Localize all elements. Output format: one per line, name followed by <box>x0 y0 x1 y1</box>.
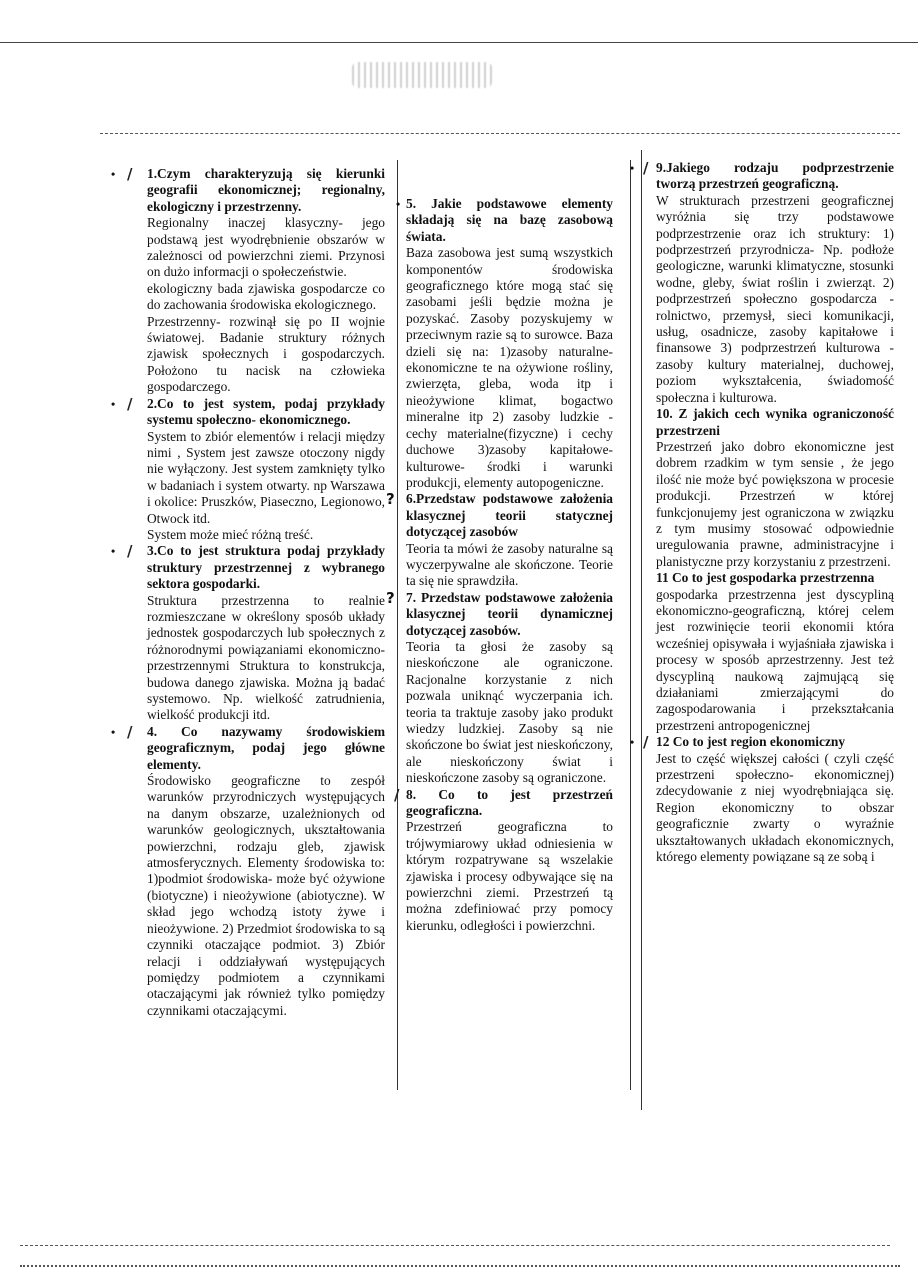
section-11 <box>656 570 894 734</box>
question-heading: ? 7. Przedstaw podstawowe założenia klasycznej teorii dynamicznej dotyczącej zasobów. <box>386 589 613 638</box>
check-mark-icon: / <box>643 160 649 177</box>
section-2 <box>111 395 385 544</box>
bullet-icon: • <box>111 724 116 739</box>
top-dashed-line <box>100 133 900 134</box>
column-1 <box>111 166 385 1019</box>
question-heading: • 5. Jakie podstawowe elementy składają się na bazę zasobową świata. <box>396 196 613 244</box>
section-3 <box>111 543 385 723</box>
section-6 <box>386 491 613 589</box>
bottom-dashed-line <box>20 1245 890 1246</box>
section-12 <box>630 734 894 865</box>
bottom-scan-line <box>20 1265 900 1267</box>
question-heading: • / 12 Co to jest region ekonomiczny <box>630 734 846 751</box>
section-10 <box>656 406 894 570</box>
answer-paragraph: Przestrzeń jako dobro ekonomiczne jest dobrem rzadkim w tym sensie , że jego ilość nie może być powiększona w procesie produkcji. Przestrzeń w której funkcjonujemy jest ograniczona w związku z tym musimy stosować odpowiednie uregulowania prawne, administracyjne i planistyczne przy korzystaniu z przestrzeni. <box>656 438 894 569</box>
answer-paragraph: Teoria ta mówi że zasoby naturalne są wyczerpywalne ale skończone. Teorie ta się nie sprawdziła. <box>406 540 613 589</box>
question-heading: 10. Z jakich cech wynika ograniczoność przestrzeni <box>656 406 894 438</box>
section-5 <box>396 196 613 491</box>
answer-paragraph: Baza zasobowa jest sumą wszystkich komponentów środowiska geograficznego które mogą stać się zasobami jeśli będzie można je pozyskać. Zasoby pozyskujemy w przeciwnym razie są to surowce. Baza dzieli się na: 1)zasoby naturalne- ekonomiczne te na ożywione rośliny, zwierzęta, gleba, woda itp i nieożywione klimat, bogactwo mineralne itp 2) zasoby ludzkie - cechy materialne(fizyczne) i cechy duchowe 3)zasoby kapitałowe-kulturowe- środki i warunki produkcji, elementy autopogeniczne. <box>406 245 613 490</box>
section-7 <box>386 589 613 787</box>
bullet-icon: • <box>111 396 116 411</box>
answer-paragraph: gospodarka przestrzenna jest dyscypliną ekonomiczno-geograficzną, której celem jest rozwinięcie teorii ekonomii która wcześniej opisywała i wyjaśniała zjawiska i procesy w sposób aprzestrzenny. Jest też dyscypliną naukową zajmującą się działaniami zmierzającymi do zagospodarowania i przekształcania przestrzeni antropogenicznej <box>656 586 894 733</box>
check-mark-icon: / <box>127 723 133 741</box>
bullet-icon: • <box>111 544 116 559</box>
question-heading: • / 9.Jakiego rodzaju podprzestrzenie tworzą przestrzeń geograficzną. <box>630 160 894 192</box>
answer-paragraph: System może mieć różną treść. <box>147 526 314 542</box>
column-divider-middle <box>630 160 631 1090</box>
question-mark-icon: ? <box>386 491 395 508</box>
answer-paragraph: Teoria ta głosi że zasoby są nieskończone ale ograniczone. Racjonalne korzystanie z nich pozwala uniknąć wyczerpania ich. teoria ta traktuje zasoby jako produkt wiedzy ludzkiej. Zasoby są nie skończone bo świat jest nieskończony, ale nieskończony świat i nieskończone zasoby są ograniczone. <box>406 638 613 786</box>
question-heading: / 8. Co to jest przestrzeń geograficzna. <box>394 786 613 819</box>
illegible-stamp <box>352 62 492 88</box>
column-divider-left <box>397 160 398 1090</box>
check-mark-icon: / <box>127 543 133 560</box>
question-heading: • / 2.Co to jest system, podaj przykłady systemu społeczno- ekonomicznego. <box>111 395 385 428</box>
section-4 <box>111 723 385 1019</box>
answer-paragraph: Regionalny inaczej klasyczny- jego podstawą jest wyodrębnienie obszarów w zależnosci od powierzchni ziemi. Przynosi on dużo informacji o społeczeństwie. <box>147 215 385 280</box>
answer-paragraph: ekologiczny bada zjawiska gospodarcze co do zachowania środowiska ekologicznego. <box>147 280 385 313</box>
column-2 <box>386 196 613 934</box>
column-divider-right <box>641 150 642 1110</box>
question-heading: • / 1.Czym charakteryzują się kierunki geografii ekonomicznej; regionalny, ekologiczny i przestrzenny. <box>111 166 385 214</box>
answer-paragraph: Środowisko geograficzne to zespół warunków przyrodniczych występujących na danym obszarze, uzależnionych od warunków geologicznych, ukształtowania powierzchni, rodzaju gleb, zjawisk atmosferycznych. Elementy środowiska to: 1)podmiot środowiska- może być ożywione (biotyczne) i nieożywione (abiotyczne). W skład jego wchodzą istoty żywe i nieożywione. 2) Przedmiot środowiska to są czynniki otaczające podmiot. 3) Zbiór relacji i oddziaływań występujących pomiędzy podmiotem a czynnikami otaczającymi jak również tylko pomiędzy czynnikami otaczającymi. <box>147 773 385 1018</box>
question-mark-icon: ? <box>386 589 395 607</box>
answer-paragraph: System to zbiór elementów i relacji między nimi , System jest zawsze otoczony nigdy nie wyłączony. Jest system zamknięty tylko w badaniach i system otwarty. np Warszawa i okolice: Pruszków, Piaseczno, Legionowo, Otwock itd. <box>147 428 385 526</box>
top-scan-line <box>0 42 918 43</box>
answer-paragraph: Jest to część większej całości ( czyli część przestrzeni społeczno- ekonomicznej) zdecydowanie z niej wyodrębniająca się. Region ekonomiczny to obszar geograficznie zwarty o wyraźnie ukształtowanych układach ekonomicznych, którego elementy powiązane są ze sobą i <box>656 750 894 865</box>
section-8 <box>394 786 613 935</box>
question-heading: • / 3.Co to jest struktura podaj przykłady struktury przestrzennej z wybranego sektora gospodarki. <box>111 543 385 592</box>
answer-paragraph: Przestrzeń geograficzna to trójwymiarowy układ odniesienia w którym rozpatrywane są wszelakie zjawiska i procesy odbywające się na powierzchni ziemi. Przestrzeń tą można zdefiniować przy pomocy kierunku, odległości i powierzchni. <box>406 819 613 933</box>
check-mark-icon: / <box>394 786 400 804</box>
question-heading: ? 6.Przedstaw podstawowe założenia klasycznej teorii statycznej dotyczącej zasobów <box>386 491 613 540</box>
column-3 <box>630 160 894 865</box>
answer-paragraph: W strukturach przestrzeni geograficznej wyróżnia się trzy podstawowe podprzestrzenie oraz ich struktury: 1) podprzestrzeń przyrodnicza- Np. podłoże geologiczne, warunki klimatyczne, stosunki wodne, gleby, świat roślin i zwierząt. 2) podprzestrzeń społeczno gospodarcza - rolnictwo, przemysł, sieci komunikacji, usług, osadnicze, zasoby kapitałowe i finansowe 3) podprzestrzeń kulturowa - zasoby kultury materialnej, duchowej, poziom wykształcenia, świadomość społeczna i kulturowa. <box>656 192 894 405</box>
bullet-icon: • <box>630 161 635 175</box>
check-mark-icon: / <box>643 734 649 751</box>
section-9 <box>630 160 894 406</box>
bullet-icon: • <box>111 167 116 181</box>
check-mark-icon: / <box>127 395 133 413</box>
answer-paragraph: Struktura przestrzenna to realnie rozmieszczane w określony sposób układy jednostek gospodarczych lub społecznych z różnorodnymi powiązaniami ekonomiczno-przestrzennymi Struktura to konstrukcja, budowa danego zjawiska. Można ją badać systemowo. Np. wielkość zatrudnienia, wielkość produkcji itd. <box>147 592 385 723</box>
answer-paragraph: Przestrzenny- rozwinął się po II wojnie światowej. Badanie struktury różnych zjawisk społecznych i gospodarczych. Położono tu nacisk na człowieka gospodarczego. <box>147 313 385 395</box>
question-heading: 11 Co to jest gospodarka przestrzenna <box>656 570 875 586</box>
bullet-icon: • <box>630 735 635 750</box>
bullet-icon: • <box>396 197 401 211</box>
section-1 <box>111 166 385 396</box>
check-mark-icon: / <box>127 166 133 183</box>
question-heading: • / 4. Co nazywamy środowiskiem geograficznym, podaj jego główne elementy. <box>111 723 385 772</box>
